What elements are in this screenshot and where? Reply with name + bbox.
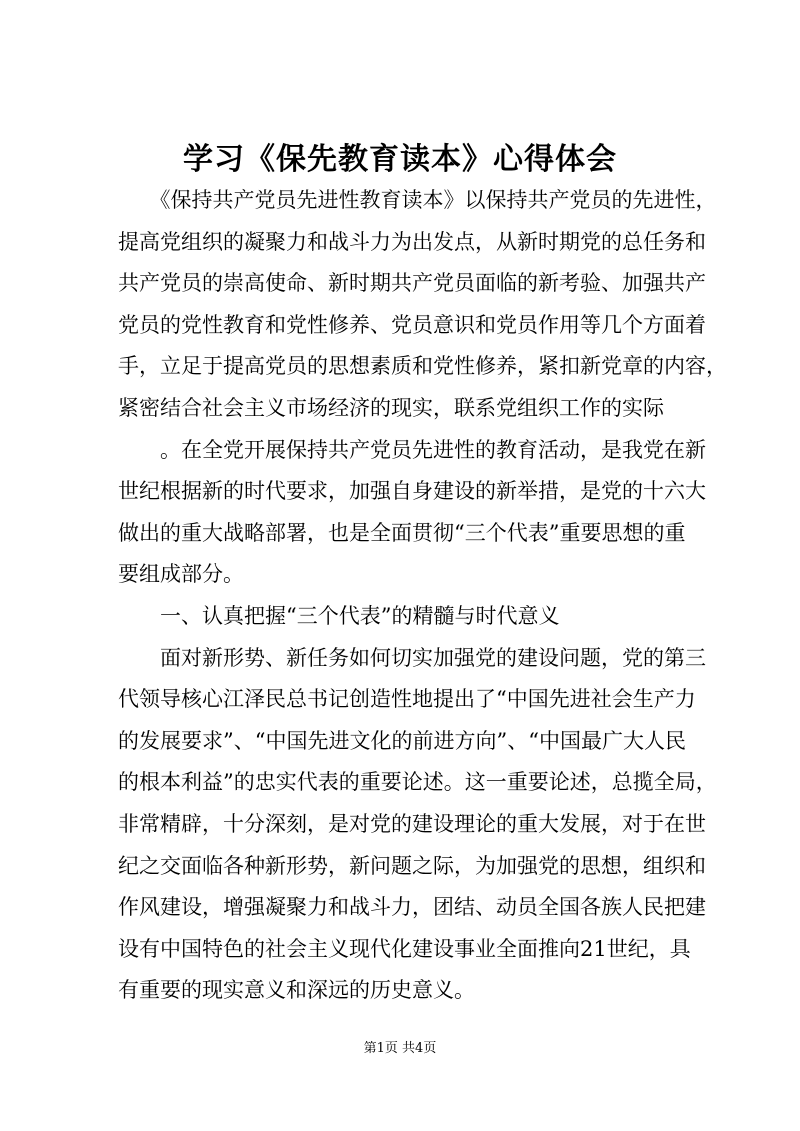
text-line: 要组成部分。	[118, 562, 244, 587]
text-line: 党员的党性教育和党性修养、党员意识和党员作用等几个方面着	[118, 312, 706, 337]
text-line: 。在全党开展保持共产党员先进性的教育活动，是我党在新	[118, 437, 706, 462]
text-line: 紧密结合社会主义市场经济的现实，联系党组织工作的实际	[118, 395, 664, 420]
text-line: 非常精辟，十分深刻，是对党的建设理论的重大发展，对于在世	[118, 811, 706, 836]
document-body	[118, 180, 727, 1012]
text-line: 纪之交面临各种新形势，新问题之际，为加强党的思想，组织和	[118, 853, 706, 878]
text-line: 《保持共产党员先进性教育读本》以保持共产党员的先进性，	[118, 188, 717, 212]
text-line: 提高党组织的凝聚力和战斗力为出发点，从新时期党的总任务和	[118, 229, 706, 254]
text-line: 共产党员的崇高使命、新时期共产党员面临的新考验、加强共产	[118, 271, 706, 296]
text-line: 设有中国特色的社会主义现代化建设事业全面推向21世纪，具	[118, 936, 691, 961]
text-line: 的根本利益”的忠实代表的重要论述。这一重要论述，总揽全局，	[118, 770, 717, 795]
text-line: 代领导核心江泽民总书记创造性地提出了“中国先进社会生产力	[118, 687, 696, 712]
page-number-footer: 第1页 共4页	[363, 1041, 437, 1056]
text-line: 作风建设，增强凝聚力和战斗力，团结、动员全国各族人民把建	[118, 895, 706, 920]
page-title: 学习《保先教育读本》心得体会	[183, 142, 617, 177]
text-line: 世纪根据新的时代要求，加强自身建设的新举措，是党的十六大	[118, 479, 706, 504]
section-heading: 一、认真把握“三个代表”的精髓与时代意义	[118, 603, 560, 628]
text-line: 手，立足于提高党员的思想素质和党性修养，紧扣新党章的内容，	[118, 354, 727, 379]
text-line: 的发展要求”、“中国先进文化的前进方向”、“中国最广大人民	[118, 728, 686, 753]
text-line: 面对新形势、新任务如何切实加强党的建设问题，党的第三	[118, 645, 706, 670]
text-line: 有重要的现实意义和深远的历史意义。	[118, 978, 475, 1003]
text-line: 做出的重大战略部署，也是全面贯彻“三个代表”重要思想的重	[118, 520, 686, 545]
